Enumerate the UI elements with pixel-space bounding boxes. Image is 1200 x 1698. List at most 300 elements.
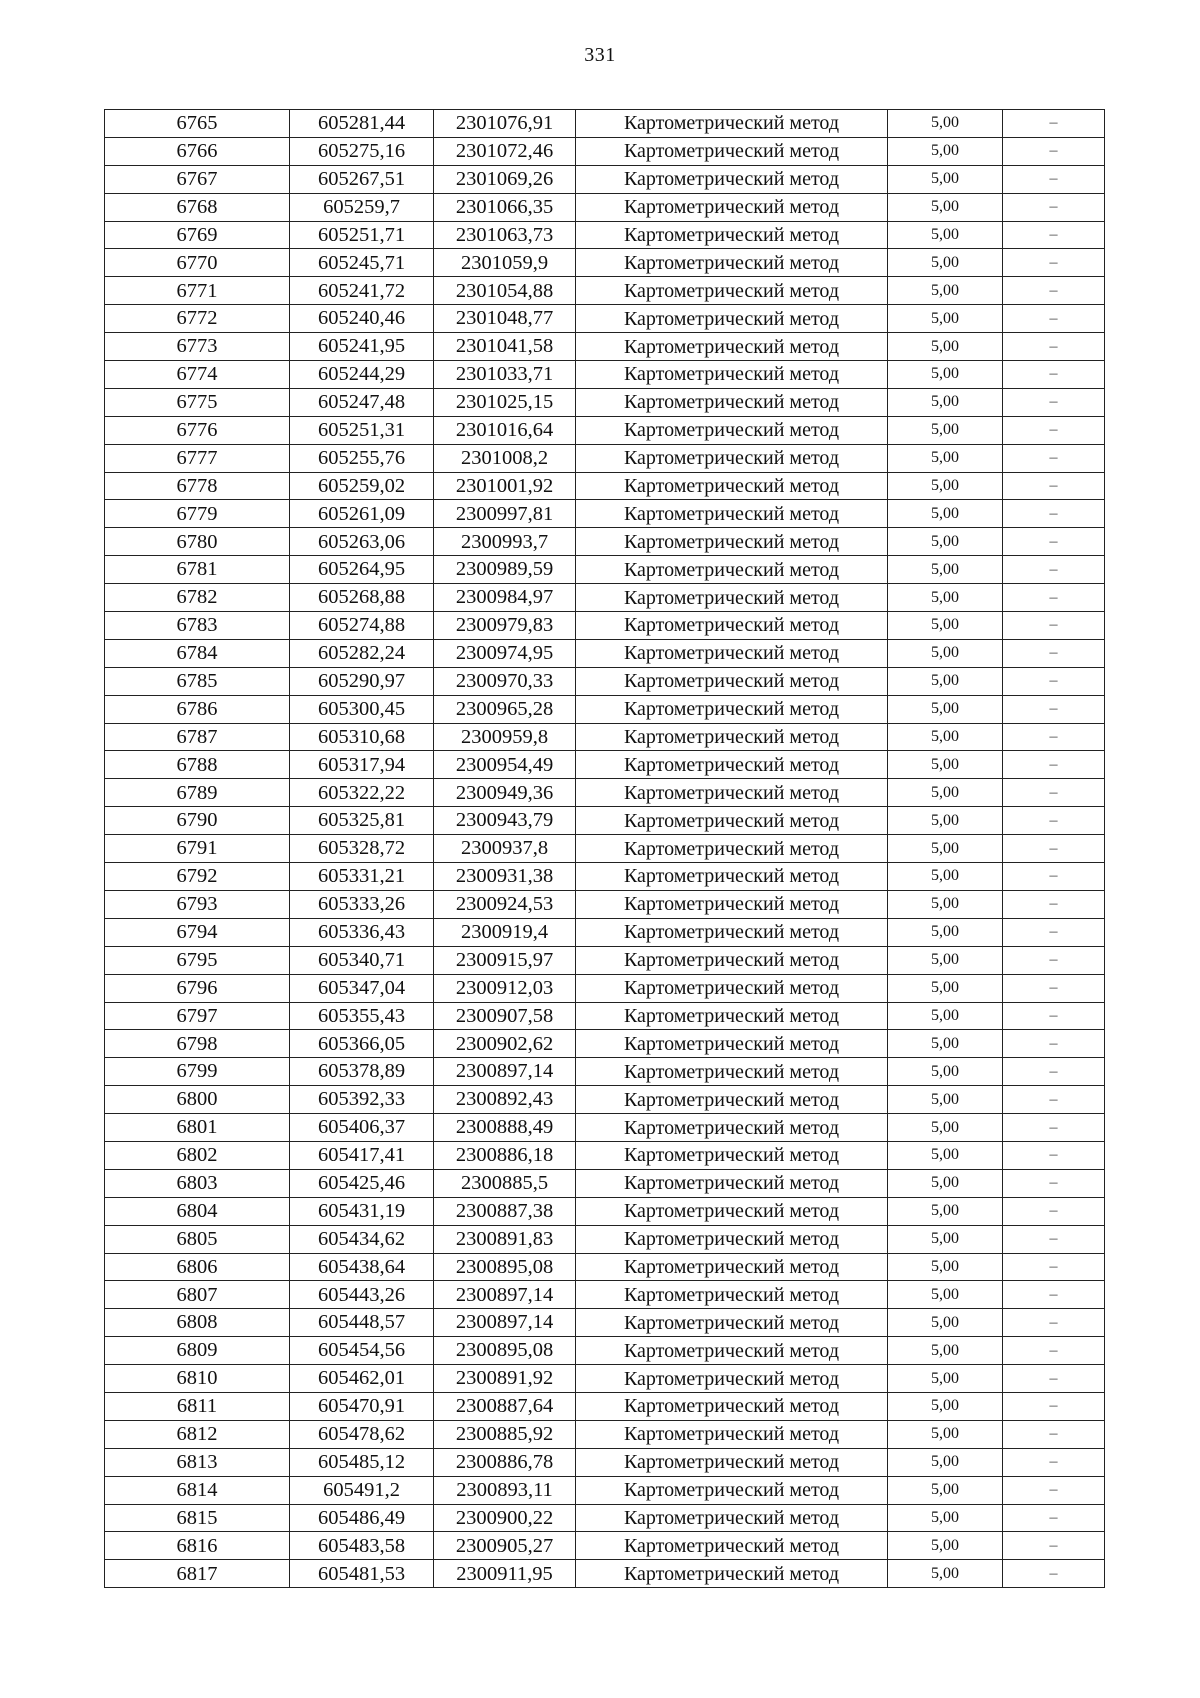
y-coordinate-cell: 2301059,9 (434, 249, 576, 277)
table-row (105, 1337, 1105, 1365)
description-cell: – (1003, 667, 1105, 695)
description-cell: – (1003, 1002, 1105, 1030)
x-coordinate-cell: 605470,91 (290, 1392, 434, 1420)
x-coordinate-cell: 605333,26 (290, 890, 434, 918)
x-coordinate-cell: 605255,76 (290, 444, 434, 472)
x-coordinate-cell: 605347,04 (290, 974, 434, 1002)
x-coordinate-cell: 605336,43 (290, 918, 434, 946)
x-coordinate-cell: 605275,16 (290, 137, 434, 165)
accuracy-cell: 5,00 (888, 723, 1003, 751)
accuracy-cell: 5,00 (888, 1169, 1003, 1197)
point-number-cell: 6806 (105, 1253, 290, 1281)
y-coordinate-cell: 2301025,15 (434, 388, 576, 416)
method-cell: Картометрический метод (576, 1086, 888, 1114)
point-number-cell: 6812 (105, 1420, 290, 1448)
table-body (105, 110, 1105, 1588)
x-coordinate-cell: 605263,06 (290, 528, 434, 556)
method-cell: Картометрический метод (576, 333, 888, 361)
table-row (105, 305, 1105, 333)
x-coordinate-cell: 605481,53 (290, 1560, 434, 1588)
y-coordinate-cell: 2300912,03 (434, 974, 576, 1002)
accuracy-cell: 5,00 (888, 807, 1003, 835)
method-cell: Картометрический метод (576, 835, 888, 863)
x-coordinate-cell: 605317,94 (290, 751, 434, 779)
y-coordinate-cell: 2300902,62 (434, 1030, 576, 1058)
table-row (105, 1086, 1105, 1114)
table-row (105, 1448, 1105, 1476)
description-cell: – (1003, 556, 1105, 584)
accuracy-cell: 5,00 (888, 751, 1003, 779)
point-number-cell: 6783 (105, 612, 290, 640)
accuracy-cell: 5,00 (888, 193, 1003, 221)
table-row (105, 1560, 1105, 1588)
description-cell: – (1003, 639, 1105, 667)
y-coordinate-cell: 2301001,92 (434, 472, 576, 500)
table-row (105, 444, 1105, 472)
point-number-cell: 6804 (105, 1197, 290, 1225)
y-coordinate-cell: 2301054,88 (434, 277, 576, 305)
y-coordinate-cell: 2300887,64 (434, 1392, 576, 1420)
x-coordinate-cell: 605267,51 (290, 165, 434, 193)
method-cell: Картометрический метод (576, 1281, 888, 1309)
x-coordinate-cell: 605331,21 (290, 863, 434, 891)
x-coordinate-cell: 605241,72 (290, 277, 434, 305)
point-number-cell: 6776 (105, 416, 290, 444)
table-row (105, 612, 1105, 640)
description-cell: – (1003, 807, 1105, 835)
point-number-cell: 6794 (105, 918, 290, 946)
table-row (105, 110, 1105, 138)
table-row (105, 333, 1105, 361)
method-cell: Картометрический метод (576, 277, 888, 305)
description-cell: – (1003, 1058, 1105, 1086)
point-number-cell: 6785 (105, 667, 290, 695)
y-coordinate-cell: 2300887,38 (434, 1197, 576, 1225)
point-number-cell: 6782 (105, 584, 290, 612)
description-cell: – (1003, 1560, 1105, 1588)
y-coordinate-cell: 2300997,81 (434, 500, 576, 528)
point-number-cell: 6789 (105, 779, 290, 807)
y-coordinate-cell: 2300937,8 (434, 835, 576, 863)
table-row (105, 1114, 1105, 1142)
accuracy-cell: 5,00 (888, 1392, 1003, 1420)
x-coordinate-cell: 605328,72 (290, 835, 434, 863)
accuracy-cell: 5,00 (888, 416, 1003, 444)
accuracy-cell: 5,00 (888, 1253, 1003, 1281)
table-row (105, 1030, 1105, 1058)
point-number-cell: 6798 (105, 1030, 290, 1058)
table-row (105, 1504, 1105, 1532)
method-cell: Картометрический метод (576, 500, 888, 528)
description-cell: – (1003, 751, 1105, 779)
table-row (105, 165, 1105, 193)
description-cell: – (1003, 918, 1105, 946)
y-coordinate-cell: 2300895,08 (434, 1253, 576, 1281)
table-row (105, 639, 1105, 667)
x-coordinate-cell: 605438,64 (290, 1253, 434, 1281)
method-cell: Картометрический метод (576, 165, 888, 193)
point-number-cell: 6805 (105, 1225, 290, 1253)
description-cell: – (1003, 165, 1105, 193)
y-coordinate-cell: 2301008,2 (434, 444, 576, 472)
method-cell: Картометрический метод (576, 305, 888, 333)
description-cell: – (1003, 1086, 1105, 1114)
table-row (105, 807, 1105, 835)
accuracy-cell: 5,00 (888, 1225, 1003, 1253)
table-row (105, 1253, 1105, 1281)
point-number-cell: 6766 (105, 137, 290, 165)
x-coordinate-cell: 605425,46 (290, 1169, 434, 1197)
table-row (105, 667, 1105, 695)
y-coordinate-cell: 2300897,14 (434, 1309, 576, 1337)
description-cell: – (1003, 1476, 1105, 1504)
table-row (105, 249, 1105, 277)
point-number-cell: 6784 (105, 639, 290, 667)
method-cell: Картометрический метод (576, 974, 888, 1002)
table-row (105, 137, 1105, 165)
description-cell: – (1003, 1504, 1105, 1532)
x-coordinate-cell: 605241,95 (290, 333, 434, 361)
x-coordinate-cell: 605264,95 (290, 556, 434, 584)
point-number-cell: 6815 (105, 1504, 290, 1532)
table-row (105, 416, 1105, 444)
y-coordinate-cell: 2300949,36 (434, 779, 576, 807)
table-row (105, 723, 1105, 751)
x-coordinate-cell: 605406,37 (290, 1114, 434, 1142)
y-coordinate-cell: 2300885,92 (434, 1420, 576, 1448)
point-number-cell: 6797 (105, 1002, 290, 1030)
table-row (105, 1420, 1105, 1448)
description-cell: – (1003, 277, 1105, 305)
point-number-cell: 6795 (105, 946, 290, 974)
point-number-cell: 6802 (105, 1141, 290, 1169)
accuracy-cell: 5,00 (888, 1337, 1003, 1365)
y-coordinate-cell: 2300897,14 (434, 1058, 576, 1086)
point-number-cell: 6769 (105, 221, 290, 249)
accuracy-cell: 5,00 (888, 110, 1003, 138)
description-cell: – (1003, 863, 1105, 891)
method-cell: Картометрический метод (576, 612, 888, 640)
point-number-cell: 6788 (105, 751, 290, 779)
y-coordinate-cell: 2300915,97 (434, 946, 576, 974)
method-cell: Картометрический метод (576, 1253, 888, 1281)
table-row (105, 1058, 1105, 1086)
method-cell: Картометрический метод (576, 1141, 888, 1169)
x-coordinate-cell: 605378,89 (290, 1058, 434, 1086)
x-coordinate-cell: 605281,44 (290, 110, 434, 138)
point-number-cell: 6791 (105, 835, 290, 863)
y-coordinate-cell: 2300959,8 (434, 723, 576, 751)
accuracy-cell: 5,00 (888, 249, 1003, 277)
description-cell: – (1003, 1169, 1105, 1197)
point-number-cell: 6796 (105, 974, 290, 1002)
table-row (105, 695, 1105, 723)
method-cell: Картометрический метод (576, 1448, 888, 1476)
accuracy-cell: 5,00 (888, 1058, 1003, 1086)
method-cell: Картометрический метод (576, 221, 888, 249)
y-coordinate-cell: 2300886,78 (434, 1448, 576, 1476)
table-row (105, 361, 1105, 389)
method-cell: Картометрический метод (576, 193, 888, 221)
method-cell: Картометрический метод (576, 1030, 888, 1058)
method-cell: Картометрический метод (576, 137, 888, 165)
y-coordinate-cell: 2300885,5 (434, 1169, 576, 1197)
accuracy-cell: 5,00 (888, 165, 1003, 193)
method-cell: Картометрический метод (576, 1392, 888, 1420)
table-row (105, 1365, 1105, 1393)
y-coordinate-cell: 2300989,59 (434, 556, 576, 584)
x-coordinate-cell: 605325,81 (290, 807, 434, 835)
description-cell: – (1003, 249, 1105, 277)
point-number-cell: 6767 (105, 165, 290, 193)
description-cell: – (1003, 333, 1105, 361)
x-coordinate-cell: 605434,62 (290, 1225, 434, 1253)
accuracy-cell: 5,00 (888, 974, 1003, 1002)
method-cell: Картометрический метод (576, 1420, 888, 1448)
point-number-cell: 6786 (105, 695, 290, 723)
accuracy-cell: 5,00 (888, 556, 1003, 584)
x-coordinate-cell: 605366,05 (290, 1030, 434, 1058)
method-cell: Картометрический метод (576, 863, 888, 891)
method-cell: Картометрический метод (576, 110, 888, 138)
table-row (105, 1476, 1105, 1504)
y-coordinate-cell: 2300888,49 (434, 1114, 576, 1142)
y-coordinate-cell: 2300924,53 (434, 890, 576, 918)
method-cell: Картометрический метод (576, 249, 888, 277)
description-cell: – (1003, 1030, 1105, 1058)
method-cell: Картометрический метод (576, 723, 888, 751)
method-cell: Картометрический метод (576, 751, 888, 779)
y-coordinate-cell: 2301072,46 (434, 137, 576, 165)
table-row (105, 1281, 1105, 1309)
method-cell: Картометрический метод (576, 472, 888, 500)
description-cell: – (1003, 388, 1105, 416)
description-cell: – (1003, 500, 1105, 528)
description-cell: – (1003, 1532, 1105, 1560)
y-coordinate-cell: 2301063,73 (434, 221, 576, 249)
accuracy-cell: 5,00 (888, 137, 1003, 165)
point-number-cell: 6781 (105, 556, 290, 584)
table-row (105, 1197, 1105, 1225)
x-coordinate-cell: 605483,58 (290, 1532, 434, 1560)
point-number-cell: 6775 (105, 388, 290, 416)
point-number-cell: 6787 (105, 723, 290, 751)
y-coordinate-cell: 2300893,11 (434, 1476, 576, 1504)
description-cell: – (1003, 1141, 1105, 1169)
description-cell: – (1003, 1225, 1105, 1253)
method-cell: Картометрический метод (576, 1560, 888, 1588)
description-cell: – (1003, 695, 1105, 723)
method-cell: Картометрический метод (576, 1504, 888, 1532)
description-cell: – (1003, 1197, 1105, 1225)
table-row (105, 1002, 1105, 1030)
accuracy-cell: 5,00 (888, 1532, 1003, 1560)
y-coordinate-cell: 2300892,43 (434, 1086, 576, 1114)
y-coordinate-cell: 2300919,4 (434, 918, 576, 946)
method-cell: Картометрический метод (576, 1532, 888, 1560)
y-coordinate-cell: 2300965,28 (434, 695, 576, 723)
point-number-cell: 6768 (105, 193, 290, 221)
y-coordinate-cell: 2301016,64 (434, 416, 576, 444)
accuracy-cell: 5,00 (888, 1365, 1003, 1393)
x-coordinate-cell: 605478,62 (290, 1420, 434, 1448)
accuracy-cell: 5,00 (888, 667, 1003, 695)
point-number-cell: 6800 (105, 1086, 290, 1114)
table-row (105, 890, 1105, 918)
point-number-cell: 6765 (105, 110, 290, 138)
y-coordinate-cell: 2300974,95 (434, 639, 576, 667)
accuracy-cell: 5,00 (888, 472, 1003, 500)
y-coordinate-cell: 2300895,08 (434, 1337, 576, 1365)
description-cell: – (1003, 723, 1105, 751)
table-row (105, 584, 1105, 612)
accuracy-cell: 5,00 (888, 388, 1003, 416)
y-coordinate-cell: 2300954,49 (434, 751, 576, 779)
accuracy-cell: 5,00 (888, 1114, 1003, 1142)
accuracy-cell: 5,00 (888, 1002, 1003, 1030)
description-cell: – (1003, 1365, 1105, 1393)
accuracy-cell: 5,00 (888, 528, 1003, 556)
method-cell: Картометрический метод (576, 1169, 888, 1197)
x-coordinate-cell: 605300,45 (290, 695, 434, 723)
x-coordinate-cell: 605244,29 (290, 361, 434, 389)
x-coordinate-cell: 605259,02 (290, 472, 434, 500)
description-cell: – (1003, 890, 1105, 918)
description-cell: – (1003, 193, 1105, 221)
accuracy-cell: 5,00 (888, 1141, 1003, 1169)
x-coordinate-cell: 605290,97 (290, 667, 434, 695)
point-number-cell: 6810 (105, 1365, 290, 1393)
description-cell: – (1003, 974, 1105, 1002)
method-cell: Картометрический метод (576, 639, 888, 667)
accuracy-cell: 5,00 (888, 612, 1003, 640)
method-cell: Картометрический метод (576, 807, 888, 835)
description-cell: – (1003, 779, 1105, 807)
accuracy-cell: 5,00 (888, 779, 1003, 807)
point-number-cell: 6770 (105, 249, 290, 277)
method-cell: Картометрический метод (576, 1365, 888, 1393)
point-number-cell: 6780 (105, 528, 290, 556)
table-row (105, 1225, 1105, 1253)
x-coordinate-cell: 605274,88 (290, 612, 434, 640)
table-row (105, 835, 1105, 863)
x-coordinate-cell: 605251,31 (290, 416, 434, 444)
y-coordinate-cell: 2301069,26 (434, 165, 576, 193)
table-row (105, 1392, 1105, 1420)
y-coordinate-cell: 2301076,91 (434, 110, 576, 138)
description-cell: – (1003, 1114, 1105, 1142)
y-coordinate-cell: 2300970,33 (434, 667, 576, 695)
description-cell: – (1003, 584, 1105, 612)
table-row (105, 1309, 1105, 1337)
y-coordinate-cell: 2300984,97 (434, 584, 576, 612)
method-cell: Картометрический метод (576, 1337, 888, 1365)
method-cell: Картометрический метод (576, 695, 888, 723)
accuracy-cell: 5,00 (888, 835, 1003, 863)
y-coordinate-cell: 2300905,27 (434, 1532, 576, 1560)
accuracy-cell: 5,00 (888, 1504, 1003, 1532)
point-number-cell: 6774 (105, 361, 290, 389)
point-number-cell: 6773 (105, 333, 290, 361)
x-coordinate-cell: 605491,2 (290, 1476, 434, 1504)
accuracy-cell: 5,00 (888, 639, 1003, 667)
table-row (105, 556, 1105, 584)
method-cell: Картометрический метод (576, 584, 888, 612)
description-cell: – (1003, 1281, 1105, 1309)
description-cell: – (1003, 137, 1105, 165)
point-number-cell: 6803 (105, 1169, 290, 1197)
description-cell: – (1003, 110, 1105, 138)
x-coordinate-cell: 605417,41 (290, 1141, 434, 1169)
point-number-cell: 6808 (105, 1309, 290, 1337)
table-row (105, 918, 1105, 946)
accuracy-cell: 5,00 (888, 890, 1003, 918)
description-cell: – (1003, 835, 1105, 863)
table-row (105, 500, 1105, 528)
table-row (105, 974, 1105, 1002)
x-coordinate-cell: 605240,46 (290, 305, 434, 333)
x-coordinate-cell: 605282,24 (290, 639, 434, 667)
accuracy-cell: 5,00 (888, 277, 1003, 305)
description-cell: – (1003, 1448, 1105, 1476)
description-cell: – (1003, 305, 1105, 333)
point-number-cell: 6814 (105, 1476, 290, 1504)
x-coordinate-cell: 605245,71 (290, 249, 434, 277)
x-coordinate-cell: 605251,71 (290, 221, 434, 249)
y-coordinate-cell: 2300907,58 (434, 1002, 576, 1030)
y-coordinate-cell: 2300891,83 (434, 1225, 576, 1253)
table-row (105, 751, 1105, 779)
table-row (105, 1141, 1105, 1169)
table-row (105, 863, 1105, 891)
y-coordinate-cell: 2300897,14 (434, 1281, 576, 1309)
method-cell: Картометрический метод (576, 1225, 888, 1253)
method-cell: Картометрический метод (576, 890, 888, 918)
method-cell: Картометрический метод (576, 1476, 888, 1504)
coordinates-table (104, 109, 1105, 1588)
y-coordinate-cell: 2301048,77 (434, 305, 576, 333)
description-cell: – (1003, 472, 1105, 500)
method-cell: Картометрический метод (576, 361, 888, 389)
y-coordinate-cell: 2300943,79 (434, 807, 576, 835)
point-number-cell: 6771 (105, 277, 290, 305)
point-number-cell: 6799 (105, 1058, 290, 1086)
description-cell: – (1003, 444, 1105, 472)
description-cell: – (1003, 946, 1105, 974)
x-coordinate-cell: 605462,01 (290, 1365, 434, 1393)
description-cell: – (1003, 612, 1105, 640)
table-row (105, 528, 1105, 556)
y-coordinate-cell: 2300911,95 (434, 1560, 576, 1588)
description-cell: – (1003, 221, 1105, 249)
x-coordinate-cell: 605486,49 (290, 1504, 434, 1532)
description-cell: – (1003, 1420, 1105, 1448)
description-cell: – (1003, 361, 1105, 389)
x-coordinate-cell: 605340,71 (290, 946, 434, 974)
x-coordinate-cell: 605431,19 (290, 1197, 434, 1225)
x-coordinate-cell: 605322,22 (290, 779, 434, 807)
point-number-cell: 6772 (105, 305, 290, 333)
accuracy-cell: 5,00 (888, 221, 1003, 249)
y-coordinate-cell: 2301033,71 (434, 361, 576, 389)
accuracy-cell: 5,00 (888, 305, 1003, 333)
point-number-cell: 6809 (105, 1337, 290, 1365)
accuracy-cell: 5,00 (888, 584, 1003, 612)
x-coordinate-cell: 605310,68 (290, 723, 434, 751)
point-number-cell: 6777 (105, 444, 290, 472)
accuracy-cell: 5,00 (888, 1281, 1003, 1309)
accuracy-cell: 5,00 (888, 1030, 1003, 1058)
